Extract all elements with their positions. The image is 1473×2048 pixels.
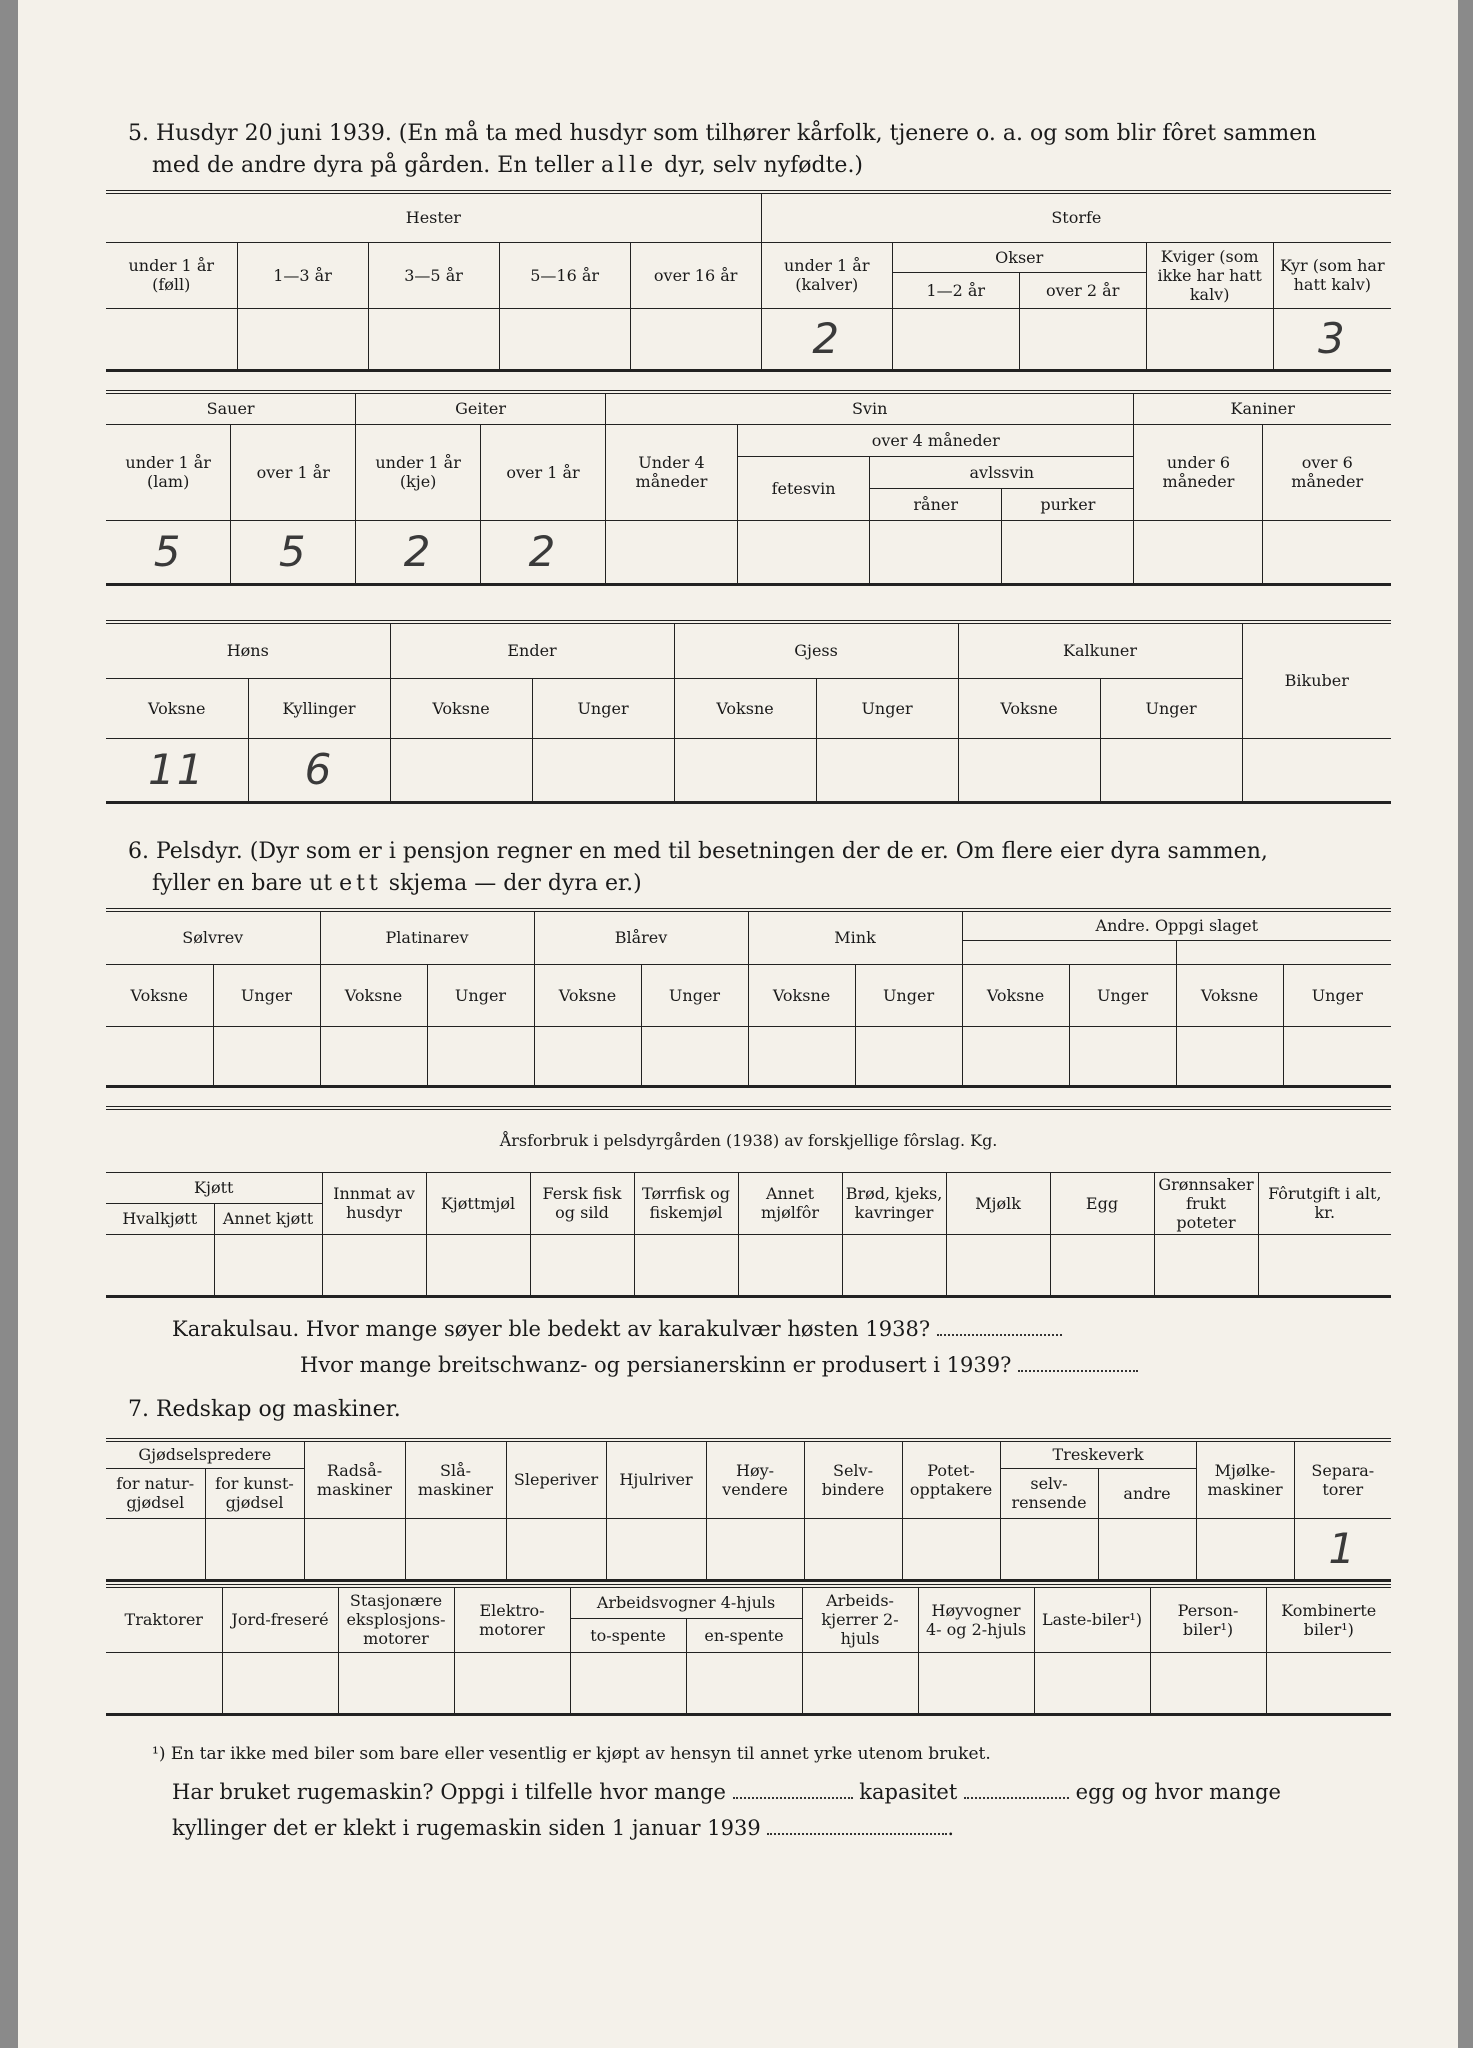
- header-kyllinger: Kyllinger: [248, 678, 390, 738]
- cell-kyr[interactable]: 3: [1273, 308, 1391, 370]
- cell-lastebiler[interactable]: [1034, 1652, 1150, 1714]
- livestock-sheep-goats-pigs-table: [106, 390, 1391, 586]
- cell-fetesvin[interactable]: [738, 520, 870, 584]
- header-blarev: Blårev: [534, 910, 748, 964]
- header-over-16: over 16 år: [630, 242, 761, 308]
- cell-platinarev-unger[interactable]: [427, 1026, 534, 1086]
- cell-personbiler[interactable]: [1150, 1652, 1266, 1714]
- chicks-hatched-field[interactable]: [767, 1833, 947, 1835]
- cell-elektromotorer[interactable]: [454, 1652, 570, 1714]
- cell-fersk-fisk[interactable]: [530, 1234, 634, 1296]
- header-1-3: 1—3 år: [237, 242, 368, 308]
- karakulsau-answer-1[interactable]: [937, 1334, 1062, 1336]
- header-fersk-fisk: Fersk fisk og sild: [530, 1172, 634, 1234]
- header-mink-unger: Unger: [855, 964, 962, 1026]
- cell-annet-mjolfor[interactable]: [738, 1234, 842, 1296]
- cell-mink-unger[interactable]: [855, 1026, 962, 1086]
- cell-slamaskiner[interactable]: [405, 1518, 506, 1580]
- cell-hons-voksne[interactable]: 11: [106, 738, 248, 802]
- header-annet-kjott: Annet kjøtt: [214, 1203, 322, 1234]
- incubator-questions: Har bruket rugemaskin? Oppgi i tilfelle hvor mange kapasitet egg og hvor mange kyllinger det er klekt i rugemaskin siden 1 januar 1939 .: [172, 1780, 1281, 1840]
- header-selvbindere: Selv-bindere: [804, 1440, 902, 1518]
- header-platinarev-unger: Unger: [427, 964, 534, 1026]
- header-gjess-voksne: Voksne: [674, 678, 816, 738]
- cell-enspente[interactable]: [686, 1652, 802, 1714]
- header-treskeverk: Treskeverk: [1000, 1440, 1196, 1468]
- cell-stasjonaere-motorer[interactable]: [338, 1652, 454, 1714]
- header-kjottmjol: Kjøttmjøl: [426, 1172, 530, 1234]
- karakulsau-questions: [172, 1311, 1372, 1383]
- header-andre1-voksne: Voksne: [962, 964, 1069, 1026]
- cell-kaniner-over-6[interactable]: [1263, 520, 1391, 584]
- cell-gjess-unger[interactable]: [816, 738, 958, 802]
- header-mink-voksne: Voksne: [748, 964, 855, 1026]
- header-annet-mjolfor: Annet mjølfôr: [738, 1172, 842, 1234]
- cell-kjottmjol[interactable]: [426, 1234, 530, 1296]
- header-jordfresere: Jord-freseré: [222, 1586, 338, 1652]
- header-kalkuner: Kalkuner: [958, 622, 1242, 678]
- header-brod: Brød, kjeks, kavringer: [842, 1172, 946, 1234]
- cell-hvalkjott[interactable]: [106, 1234, 214, 1296]
- header-blarev-voksne: Voksne: [534, 964, 641, 1026]
- header-foll: under 1 år (føll): [106, 242, 237, 308]
- header-okser: Okser: [892, 242, 1146, 272]
- poultry-beehives-table: [106, 620, 1391, 804]
- cell-hjulriver[interactable]: [606, 1518, 706, 1580]
- header-kunstgjodsel: for kunst-gjødsel: [205, 1468, 304, 1518]
- cell-selvbindere[interactable]: [804, 1518, 902, 1580]
- header-ender-voksne: Voksne: [390, 678, 532, 738]
- header-traktorer: Traktorer: [106, 1586, 222, 1652]
- header-hvalkjott: Hvalkjøtt: [106, 1203, 214, 1234]
- header-platinarev-voksne: Voksne: [320, 964, 427, 1026]
- header-sleperiver: Sleperiver: [506, 1440, 606, 1518]
- header-naturgjodsel: for natur-gjødsel: [106, 1468, 205, 1518]
- karakulsau-label: Karakulsau.: [172, 1317, 300, 1341]
- header-okser-1-2: 1—2 år: [892, 272, 1019, 308]
- header-solvrev-unger: Unger: [213, 964, 320, 1026]
- cell-sleperiver[interactable]: [506, 1518, 606, 1580]
- cell-naturgjodsel[interactable]: [106, 1518, 205, 1580]
- cell-kviger[interactable]: [1146, 308, 1273, 370]
- header-svin-under-4: Under 4 måneder: [605, 424, 737, 520]
- cell-raner[interactable]: [870, 520, 1002, 584]
- section-5-heading: 5. Husdyr 20 juni 1939. (En må ta med husdyr som tilhører kårfolk, tjenere o. a. og som blir fôret sammen med de andre dyra på gården. En teller alle dyr, selv nyfødte.): [128, 121, 1317, 178]
- header-purker: purker: [1002, 488, 1134, 520]
- vehicles-table: [106, 1584, 1391, 1716]
- header-hons: Høns: [106, 622, 390, 678]
- field-andre-slag-2[interactable]: [1176, 940, 1391, 964]
- header-enspente: en-spente: [686, 1618, 802, 1652]
- header-radsamaskiner: Radså-maskiner: [304, 1440, 405, 1518]
- cell-jordfresere[interactable]: [222, 1652, 338, 1714]
- header-kaniner-under-6: under 6 måneder: [1134, 424, 1263, 520]
- header-mjolkemaskiner: Mjølke-maskiner: [1196, 1440, 1294, 1518]
- cell-kunstgjodsel[interactable]: [205, 1518, 304, 1580]
- cell-over-16[interactable]: [630, 308, 761, 370]
- header-bikuber: Bikuber: [1242, 622, 1391, 738]
- cell-kalkuner-unger[interactable]: [1100, 738, 1242, 802]
- cell-andre1-unger[interactable]: [1069, 1026, 1176, 1086]
- header-gjess: Gjess: [674, 622, 958, 678]
- cell-brod[interactable]: [842, 1234, 946, 1296]
- section-6-heading: 6. Pelsdyr. (Dyr som er i pensjon regner en med til besetningen der de er. Om flere eier dyra sammen, fyller en bare ut ett skjema — der dyra er.): [128, 839, 1268, 896]
- header-slamaskiner: Slå-maskiner: [405, 1440, 506, 1518]
- cell-kalver[interactable]: 2: [761, 308, 892, 370]
- cell-1-3[interactable]: [237, 308, 368, 370]
- cell-radsamaskiner[interactable]: [304, 1518, 405, 1580]
- header-kalkuner-unger: Unger: [1100, 678, 1242, 738]
- cell-hoyvendere[interactable]: [706, 1518, 804, 1580]
- section-7-heading: 7. Redskap og maskiner.: [128, 1397, 401, 1422]
- fur-animals-table: [106, 908, 1391, 1088]
- cell-gjess-voksne[interactable]: [674, 738, 816, 802]
- header-arbeidskjerrer: Arbeids-kjerrer 2-hjuls: [802, 1586, 918, 1652]
- header-innmat: Innmat av husdyr: [322, 1172, 426, 1234]
- header-raner: råner: [870, 488, 1002, 520]
- header-torrfisk: Tørrfisk og fiskemjøl: [634, 1172, 738, 1234]
- header-hjulriver: Hjulriver: [606, 1440, 706, 1518]
- cell-lam[interactable]: 5: [106, 520, 231, 584]
- cell-purker[interactable]: [1002, 520, 1134, 584]
- header-kje: under 1 år (kje): [356, 424, 481, 520]
- cell-arbeidskjerrer[interactable]: [802, 1652, 918, 1714]
- header-kaniner: Kaniner: [1134, 392, 1391, 424]
- livestock-horses-cattle-table: [106, 190, 1391, 372]
- header-forutgift: Fôrutgift i alt, kr.: [1258, 1172, 1391, 1234]
- cell-hoyvogner[interactable]: [918, 1652, 1034, 1714]
- cell-ender-voksne[interactable]: [390, 738, 532, 802]
- header-treskeverk-andre: andre: [1098, 1468, 1196, 1518]
- cell-ender-unger[interactable]: [532, 738, 674, 802]
- header-andre2-unger: Unger: [1283, 964, 1391, 1026]
- cell-platinarev-voksne[interactable]: [320, 1026, 427, 1086]
- cell-treskeverk-andre[interactable]: [1098, 1518, 1196, 1580]
- feed-table-title: Årsforbruk i pelsdyrgården (1938) av forskjellige fôrslag. Kg.: [106, 1108, 1391, 1172]
- header-ender: Ender: [390, 622, 674, 678]
- header-hoyvendere: Høy-vendere: [706, 1440, 804, 1518]
- header-gjess-unger: Unger: [816, 678, 958, 738]
- header-selvrensende: selv-rensende: [1000, 1468, 1098, 1518]
- header-lam: under 1 år (lam): [106, 424, 231, 520]
- incubator-capacity-field[interactable]: [964, 1797, 1069, 1799]
- cell-kombinerte-biler[interactable]: [1266, 1652, 1391, 1714]
- cell-kyllinger[interactable]: 6: [248, 738, 390, 802]
- header-stasjonaere-motorer: Stasjonære eksplosjons-motorer: [338, 1586, 454, 1652]
- cell-okser-over-2[interactable]: [1019, 308, 1146, 370]
- header-mjolk: Mjølk: [946, 1172, 1050, 1234]
- cell-annet-kjott[interactable]: [214, 1234, 322, 1296]
- header-hons-voksne: Voksne: [106, 678, 248, 738]
- header-5-16: 5—16 år: [499, 242, 630, 308]
- cell-okser-1-2[interactable]: [892, 308, 1019, 370]
- cell-traktorer[interactable]: [106, 1652, 222, 1714]
- header-svin-over-4: over 4 måneder: [738, 424, 1134, 456]
- cell-separatorer[interactable]: 1: [1294, 1518, 1391, 1580]
- header-kombinerte-biler: Kombinerte biler¹): [1266, 1586, 1391, 1652]
- cell-kalkuner-voksne[interactable]: [958, 738, 1100, 802]
- cell-blarev-voksne[interactable]: [534, 1026, 641, 1086]
- cell-blarev-unger[interactable]: [641, 1026, 748, 1086]
- header-hoyvogner: Høyvogner 4- og 2-hjuls: [918, 1586, 1034, 1652]
- header-svin: Svin: [605, 392, 1134, 424]
- cell-andre2-voksne[interactable]: [1176, 1026, 1283, 1086]
- header-tospente: to-spente: [570, 1618, 686, 1652]
- cell-bikuber[interactable]: [1242, 738, 1391, 802]
- cell-kaniner-under-6[interactable]: [1134, 520, 1263, 584]
- cell-svin-under-4[interactable]: [605, 520, 737, 584]
- header-solvrev-voksne: Voksne: [106, 964, 213, 1026]
- header-solvrev: Sølvrev: [106, 910, 320, 964]
- header-storfe: Storfe: [761, 192, 1391, 242]
- cell-geiter-over-1[interactable]: 2: [481, 520, 606, 584]
- cell-5-16[interactable]: [499, 308, 630, 370]
- karakulsau-question-1: Hvor mange søyer ble bedekt av karakulvær høsten 1938?: [305, 1317, 931, 1341]
- cell-egg[interactable]: [1050, 1234, 1154, 1296]
- cell-solvrev-unger[interactable]: [213, 1026, 320, 1086]
- cell-andre2-unger[interactable]: [1283, 1026, 1391, 1086]
- header-andre-oppgi-slaget: Andre. Oppgi slaget: [962, 910, 1391, 940]
- header-andre1-unger: Unger: [1069, 964, 1176, 1026]
- karakulsau-question-2: Hvor mange breitschwanz- og persianerskinn er produsert i 1939?: [300, 1353, 1012, 1377]
- cell-sauer-over-1[interactable]: 5: [231, 520, 356, 584]
- header-arbeidsvogner: Arbeidsvogner 4-hjuls: [570, 1586, 802, 1618]
- cell-gronnsaker[interactable]: [1154, 1234, 1258, 1296]
- cell-mink-voksne[interactable]: [748, 1026, 855, 1086]
- header-ender-unger: Unger: [532, 678, 674, 738]
- header-hester: Hester: [106, 192, 761, 242]
- cell-tospente[interactable]: [570, 1652, 686, 1714]
- header-kyr: Kyr (som har hatt kalv): [1273, 242, 1391, 308]
- header-gronnsaker: Grønnsaker frukt poteter: [1154, 1172, 1258, 1234]
- header-sauer-over-1: over 1 år: [231, 424, 356, 520]
- header-geiter-over-1: over 1 år: [481, 424, 606, 520]
- cell-forutgift[interactable]: [1258, 1234, 1391, 1296]
- header-mink: Mink: [748, 910, 962, 964]
- karakulsau-answer-2[interactable]: [1018, 1370, 1138, 1372]
- header-kalkuner-voksne: Voksne: [958, 678, 1100, 738]
- cell-mjolkemaskiner[interactable]: [1196, 1518, 1294, 1580]
- cell-andre1-voksne[interactable]: [962, 1026, 1069, 1086]
- header-egg: Egg: [1050, 1172, 1154, 1234]
- cell-selvrensende[interactable]: [1000, 1518, 1098, 1580]
- cell-foll[interactable]: [106, 308, 237, 370]
- cell-mjolk[interactable]: [946, 1234, 1050, 1296]
- field-andre-slag-1[interactable]: [962, 940, 1176, 964]
- header-blarev-unger: Unger: [641, 964, 748, 1026]
- footnote: ¹) En tar ikke med biler som bare eller vesentlig er kjøpt av hensyn til annet yrke utenom bruket.: [152, 1744, 991, 1764]
- header-sauer: Sauer: [106, 392, 356, 424]
- cell-innmat[interactable]: [322, 1234, 426, 1296]
- cell-3-5[interactable]: [368, 308, 499, 370]
- header-kjott: Kjøtt: [106, 1172, 322, 1203]
- header-kalver: under 1 år (kalver): [761, 242, 892, 308]
- header-3-5: 3—5 år: [368, 242, 499, 308]
- header-andre2-voksne: Voksne: [1176, 964, 1283, 1026]
- header-gjodselspredere: Gjødselspredere: [106, 1440, 304, 1468]
- header-kaniner-over-6: over 6 måneder: [1263, 424, 1391, 520]
- cell-potetopptakere[interactable]: [902, 1518, 1000, 1580]
- form-sheet: [18, 0, 1458, 2048]
- header-lastebiler: Laste-biler¹): [1034, 1586, 1150, 1652]
- header-platinarev: Platinarev: [320, 910, 534, 964]
- header-geiter: Geiter: [356, 392, 606, 424]
- header-kviger: Kviger (som ikke har hatt kalv): [1146, 242, 1273, 308]
- cell-kje[interactable]: 2: [356, 520, 481, 584]
- cell-solvrev-voksne[interactable]: [106, 1026, 213, 1086]
- equipment-table: [106, 1438, 1391, 1582]
- feed-consumption-table: [106, 1106, 1391, 1298]
- header-avlssvin: avlssvin: [870, 456, 1134, 488]
- incubator-count-field[interactable]: [733, 1797, 853, 1799]
- header-elektromotorer: Elektro-motorer: [454, 1586, 570, 1652]
- cell-torrfisk[interactable]: [634, 1234, 738, 1296]
- header-separatorer: Separa-torer: [1294, 1440, 1391, 1518]
- header-potetopptakere: Potet-opptakere: [902, 1440, 1000, 1518]
- header-personbiler: Person-biler¹): [1150, 1586, 1266, 1652]
- header-fetesvin: fetesvin: [738, 456, 870, 520]
- header-okser-over-2: over 2 år: [1019, 272, 1146, 308]
